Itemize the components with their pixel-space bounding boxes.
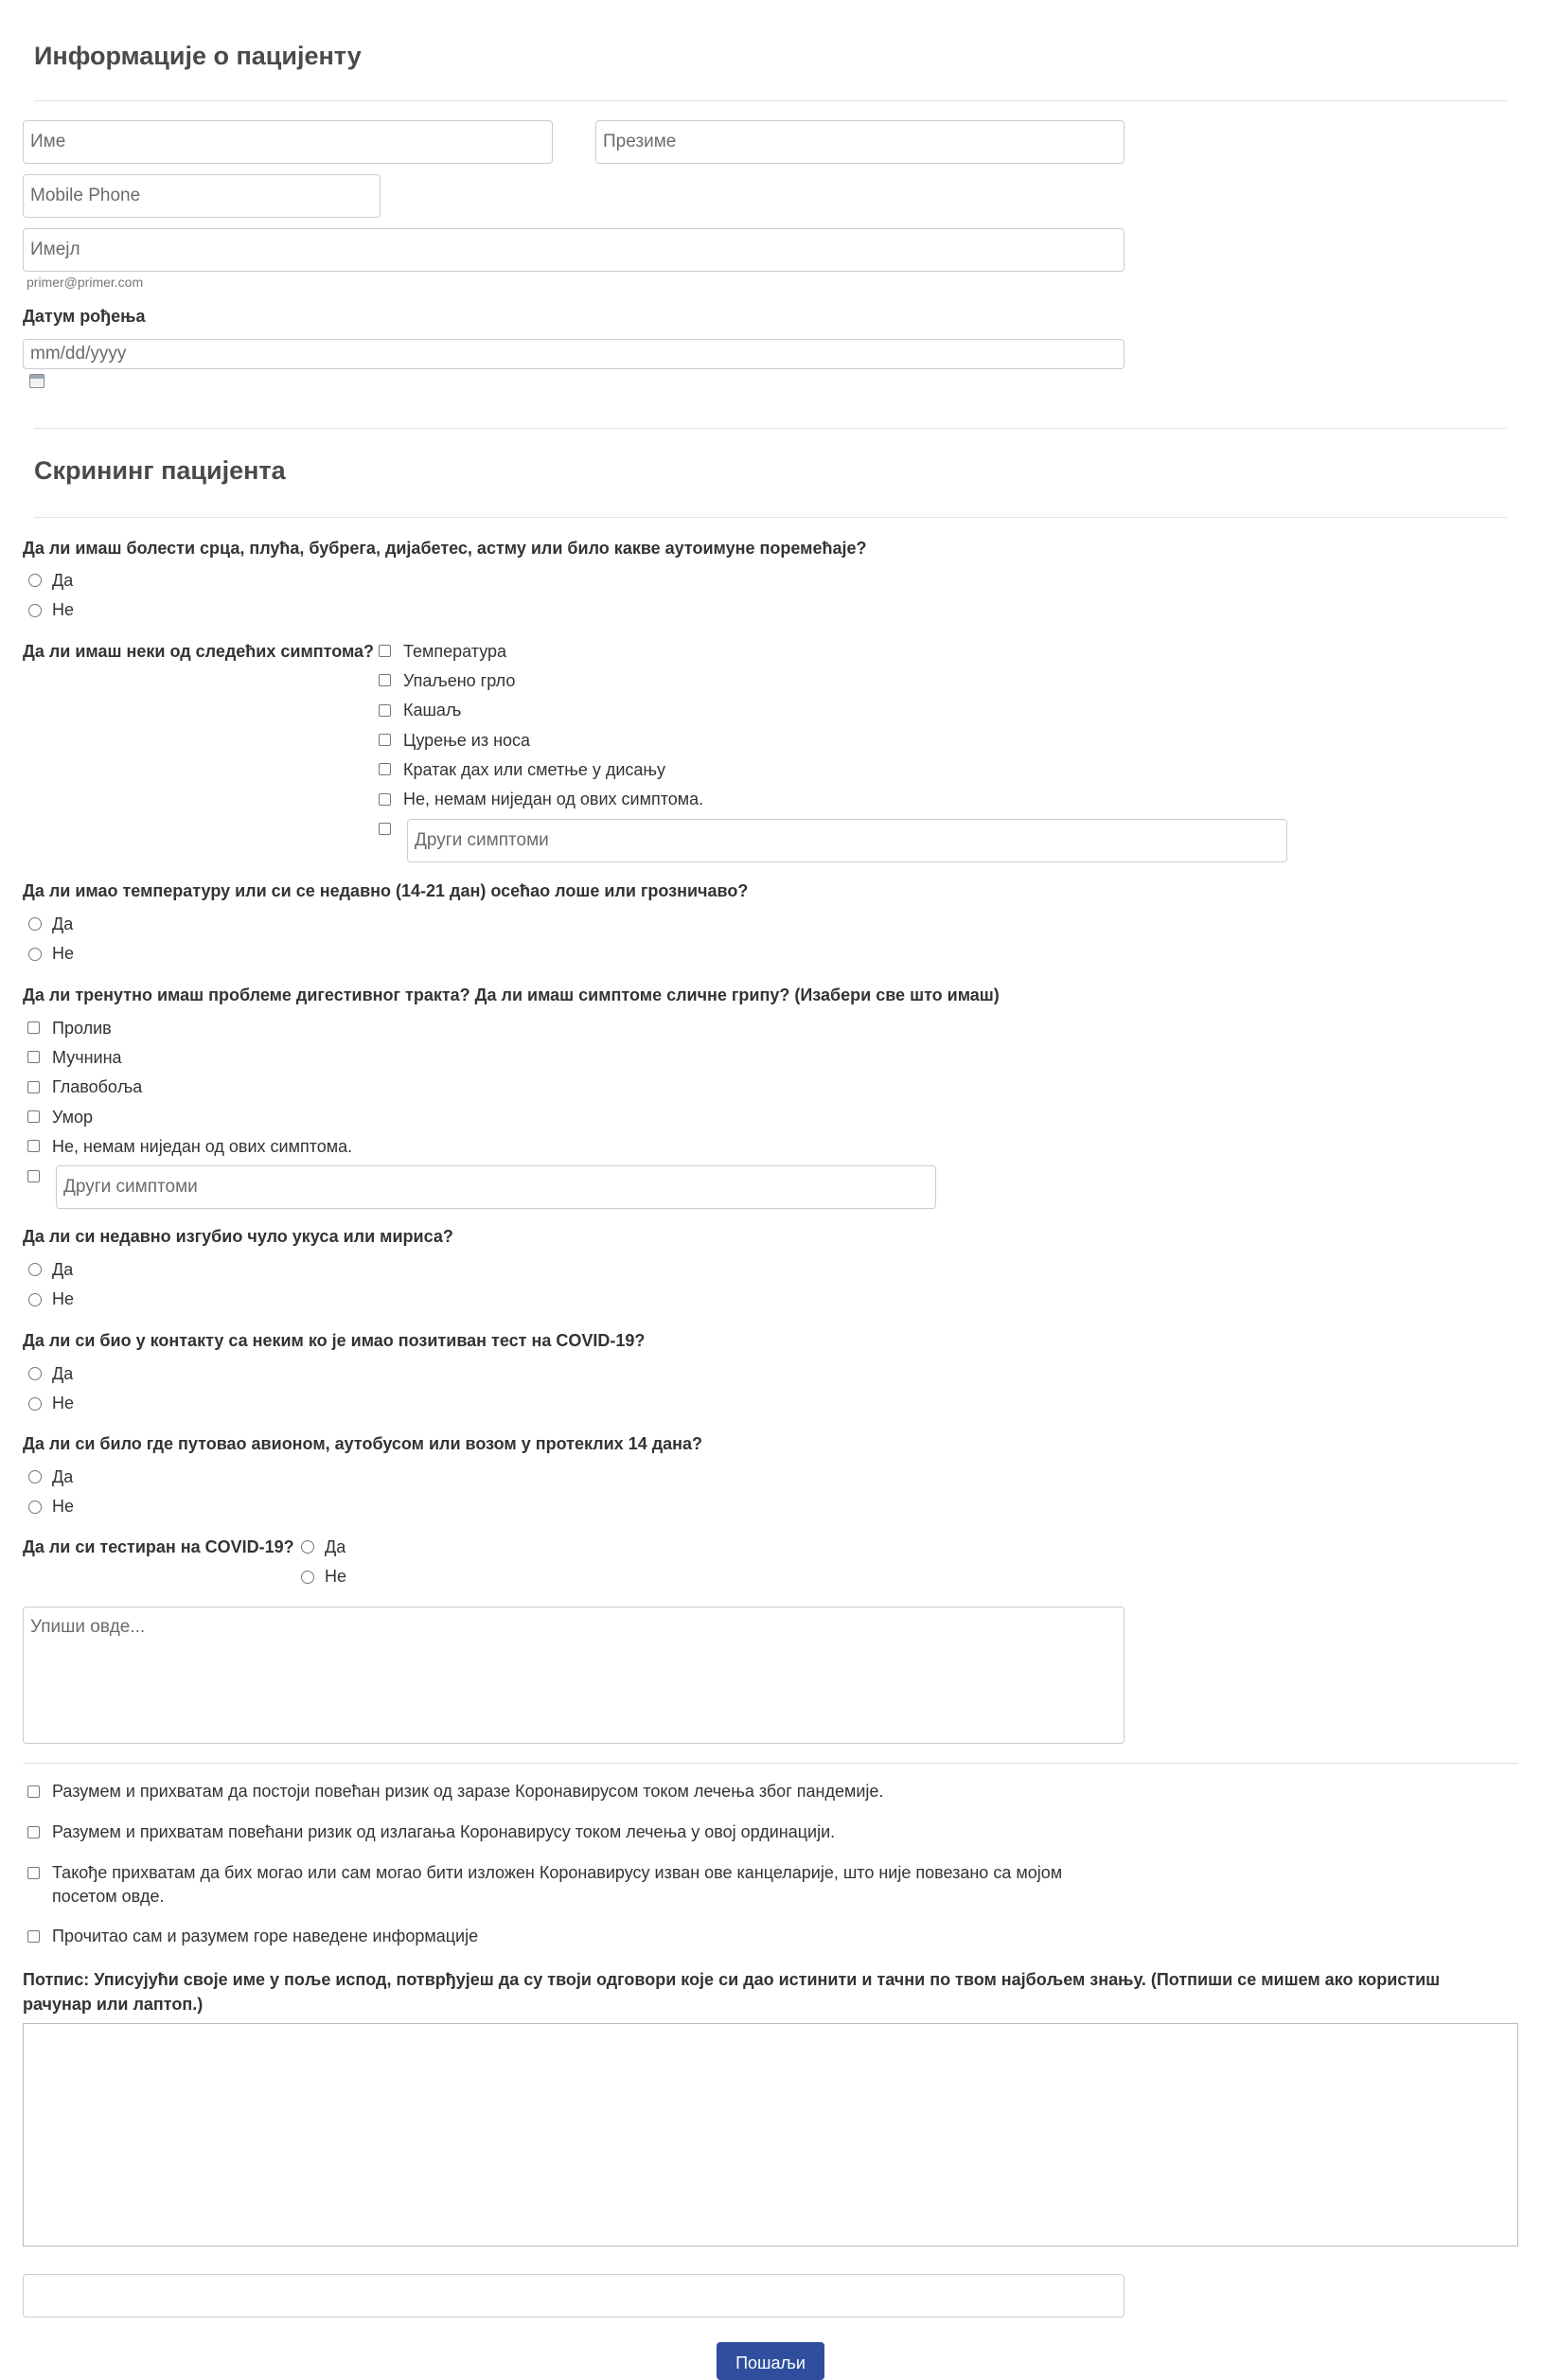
divider	[34, 100, 1507, 101]
q2-option-checkbox[interactable]	[379, 793, 391, 806]
divider	[34, 517, 1507, 518]
q4-label: Да ли тренутно имаш проблеме дигестивног тракта? Да ли имаш симптоме сличне грипу? (Изабери све што имаш)	[23, 986, 1000, 1004]
q2-other-symptoms-input[interactable]: Други симптоми	[407, 819, 1287, 862]
q1-no-radio[interactable]	[28, 604, 42, 617]
q7-yes-label: Да	[52, 1467, 74, 1486]
q3-no-radio[interactable]	[28, 948, 42, 961]
consent-label: Такође прихватам да бих могао или сам могао бити изложен Коронавирусу изван ове канцеларије, што није повезано са мојом	[52, 1863, 1063, 1882]
q6-yes-radio[interactable]	[28, 1367, 42, 1380]
consent-label-continued: посетом овде.	[52, 1887, 165, 1906]
q2-label: Да ли имаш неки од следећих симптома?	[23, 642, 375, 661]
q1-yes-radio[interactable]	[28, 574, 42, 587]
signature-label-continued: рачунар или лаптоп.)	[23, 1995, 204, 2014]
q5-yes-label: Да	[52, 1260, 74, 1279]
signature-pad[interactable]	[23, 2023, 1518, 2247]
patient-info-title: Информације о пацијенту	[34, 42, 362, 70]
q2-option-checkbox[interactable]	[379, 645, 391, 657]
q6-label: Да ли си био у контакту са неким ко је имао позитиван тест на COVID-19?	[23, 1331, 646, 1350]
consent-label: Разумем и прихватам повећани ризик од излагања Коронавирусу током лечења у овој ординацији.	[52, 1822, 836, 1841]
calendar-icon[interactable]	[29, 374, 44, 388]
q2-option-label: Кратак дах или сметње у дисању	[403, 760, 666, 779]
q7-no-radio[interactable]	[28, 1501, 42, 1514]
mobile-phone-input[interactable]: Mobile Phone	[23, 174, 381, 218]
dob-label: Датум рођења	[23, 307, 146, 326]
dob-input[interactable]: mm/dd/yyyy	[23, 339, 1125, 369]
q7-no-label: Не	[52, 1497, 75, 1516]
q2-other-checkbox[interactable]	[379, 823, 391, 835]
consent-checkbox[interactable]	[27, 1826, 40, 1838]
q4-option-label: Мучнина	[52, 1048, 122, 1067]
q2-option-checkbox[interactable]	[379, 704, 391, 717]
q8-no-radio[interactable]	[301, 1571, 314, 1584]
q6-no-label: Не	[52, 1394, 75, 1412]
q5-label: Да ли си недавно изгубио чуло укуса или мириса?	[23, 1227, 453, 1246]
q8-label: Да ли си тестиран на COVID-19?	[23, 1537, 294, 1556]
screening-title: Скрининг пацијента	[34, 456, 286, 485]
q4-option-checkbox[interactable]	[27, 1021, 40, 1034]
q2-option-label: Цурење из носа	[403, 731, 531, 750]
q6-no-radio[interactable]	[28, 1397, 42, 1411]
q7-yes-radio[interactable]	[28, 1470, 42, 1483]
q3-no-label: Не	[52, 944, 75, 963]
divider	[34, 428, 1507, 429]
q8-no-label: Не	[325, 1567, 347, 1586]
q8-yes-label: Да	[325, 1537, 346, 1556]
q4-option-label: Умор	[52, 1108, 94, 1127]
consent-checkbox[interactable]	[27, 1930, 40, 1943]
q2-option-checkbox[interactable]	[379, 763, 391, 775]
q2-option-checkbox[interactable]	[379, 674, 391, 686]
signature-label: Потпис: Уписујући своје име у поље испод, потврђујеш да су твоји одговори које си дао истинити и тачни по твом најбољем знању. (Потпиши се мишем ако користиш	[23, 1970, 1441, 1989]
email-input[interactable]: Имејл	[23, 228, 1125, 272]
q2-option-label: Кашаљ	[403, 701, 462, 719]
q2-option-label: Не, немам ниједан од ових симптома.	[403, 790, 704, 808]
q1-yes-label: Да	[52, 571, 74, 590]
first-name-input[interactable]: Име	[23, 120, 553, 164]
q4-other-symptoms-input[interactable]: Други симптоми	[56, 1165, 936, 1209]
last-name-input[interactable]: Презиме	[595, 120, 1125, 164]
q5-no-label: Не	[52, 1289, 75, 1308]
consent-label: Прочитао сам и разумем горе наведене информације	[52, 1927, 479, 1945]
email-hint: primer@primer.com	[27, 275, 144, 290]
notes-textarea[interactable]: Упиши овде...	[23, 1607, 1125, 1744]
q4-option-checkbox[interactable]	[27, 1081, 40, 1093]
q4-option-checkbox[interactable]	[27, 1110, 40, 1123]
consent-label: Разумем и прихватам да постоји повећан ризик од заразе Коронавирусом током лечења због пандемије.	[52, 1782, 884, 1801]
divider	[23, 1763, 1518, 1764]
q2-option-label: Температура	[403, 642, 507, 661]
consent-checkbox[interactable]	[27, 1785, 40, 1798]
q3-label: Да ли имао температуру или си се недавно (14-21 дан) осећао лоше или грозничаво?	[23, 881, 749, 900]
q8-yes-radio[interactable]	[301, 1540, 314, 1554]
q3-yes-radio[interactable]	[28, 917, 42, 931]
q4-other-checkbox[interactable]	[27, 1170, 40, 1182]
q4-option-label: Не, немам ниједан од ових симптома.	[52, 1137, 353, 1156]
q2-option-checkbox[interactable]	[379, 734, 391, 746]
q4-option-label: Пролив	[52, 1019, 112, 1038]
submit-button[interactable]: Пошаљи	[717, 2342, 824, 2380]
q5-no-radio[interactable]	[28, 1293, 42, 1306]
q6-yes-label: Да	[52, 1364, 74, 1383]
consent-checkbox[interactable]	[27, 1867, 40, 1879]
q4-option-label: Главобоља	[52, 1077, 143, 1096]
q5-yes-radio[interactable]	[28, 1263, 42, 1276]
q2-option-label: Упаљено грло	[403, 671, 516, 690]
signature-name-input[interactable]	[23, 2274, 1125, 2318]
q4-option-checkbox[interactable]	[27, 1140, 40, 1152]
q1-label: Да ли имаш болести срца, плућа, бубрега, дијабетес, астму или било какве аутоимуне поремећаје?	[23, 539, 867, 558]
q1-no-label: Не	[52, 600, 75, 619]
q4-option-checkbox[interactable]	[27, 1051, 40, 1063]
q7-label: Да ли си било где путовао авионом, аутобусом или возом у протеклих 14 дана?	[23, 1434, 703, 1453]
q3-yes-label: Да	[52, 915, 74, 933]
